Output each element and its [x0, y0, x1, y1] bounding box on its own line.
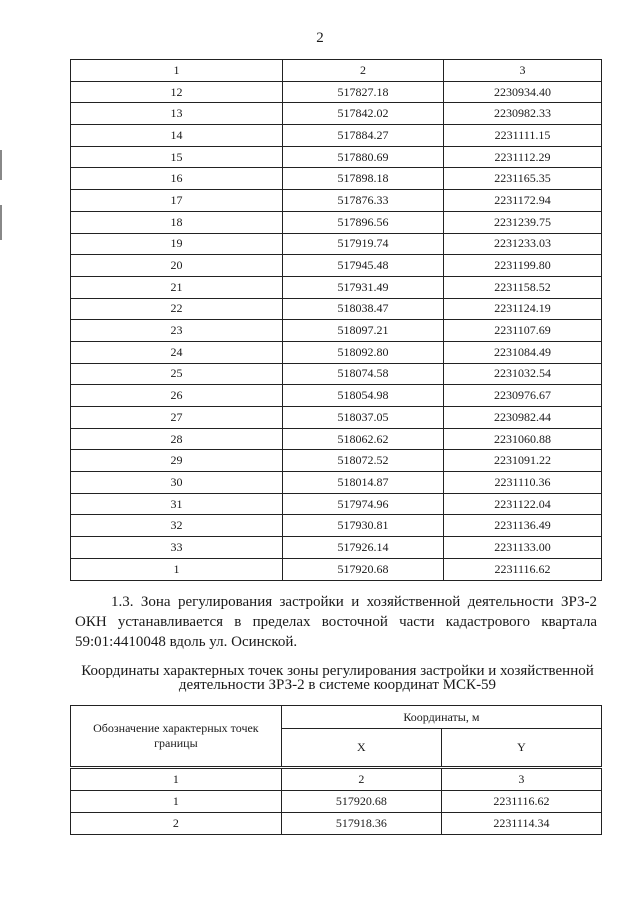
point-number-cell: 15	[71, 146, 283, 168]
section-paragraph	[75, 592, 597, 652]
column-number-cell: 1	[71, 60, 283, 82]
table-row	[71, 428, 602, 450]
point-number-cell: 26	[71, 385, 283, 407]
table-row	[71, 146, 602, 168]
point-number-cell: 2	[71, 813, 282, 835]
x-coordinate-cell: 517926.14	[283, 537, 444, 559]
x-coordinate-cell: 517876.33	[283, 190, 444, 212]
table-row	[71, 515, 602, 537]
point-number-cell: 19	[71, 233, 283, 255]
point-number-cell: 1	[71, 558, 283, 580]
point-number-cell: 20	[71, 255, 283, 277]
y-coordinate-cell: 2230934.40	[444, 81, 602, 103]
x-coordinate-cell: 517842.02	[283, 103, 444, 125]
x-coordinate-cell: 517896.56	[283, 211, 444, 233]
point-number-cell: 16	[71, 168, 283, 190]
y-coordinate-cell: 2231158.52	[444, 276, 602, 298]
x-coordinate-cell: 517827.18	[283, 81, 444, 103]
x-coordinate-cell: 518014.87	[283, 472, 444, 494]
column-number-cell: 3	[444, 60, 602, 82]
table-row	[71, 233, 602, 255]
point-number-cell: 21	[71, 276, 283, 298]
y-coordinate-cell: 2231122.04	[444, 493, 602, 515]
point-number-cell: 24	[71, 341, 283, 363]
x-coordinate-cell: 518054.98	[283, 385, 444, 407]
y-coordinate-cell: 2231199.80	[444, 255, 602, 277]
y-header: Y	[441, 729, 601, 768]
y-coordinate-cell: 2231114.34	[441, 813, 601, 835]
x-header: X	[281, 729, 441, 768]
point-number-cell: 27	[71, 407, 283, 429]
coordinates-table-zrz2	[70, 705, 602, 835]
x-coordinate-cell: 517931.49	[283, 276, 444, 298]
y-coordinate-cell: 2231133.00	[444, 537, 602, 559]
table-row	[71, 103, 602, 125]
point-number-cell: 33	[71, 537, 283, 559]
column-number-cell: 1	[71, 768, 282, 791]
table-caption	[70, 664, 605, 692]
y-coordinate-cell: 2231110.36	[444, 472, 602, 494]
point-label-header: Обозначение характерных точек границы	[71, 706, 282, 768]
table-row	[71, 320, 602, 342]
point-number-cell: 14	[71, 125, 283, 147]
y-coordinate-cell: 2231136.49	[444, 515, 602, 537]
table-row	[71, 211, 602, 233]
table-row	[71, 363, 602, 385]
x-coordinate-cell: 517920.68	[283, 558, 444, 580]
table-row	[71, 276, 602, 298]
coordinates-header: Координаты, м	[281, 706, 601, 729]
point-number-cell: 31	[71, 493, 283, 515]
table-row	[71, 558, 602, 580]
x-coordinate-cell: 518072.52	[283, 450, 444, 472]
point-number-cell: 32	[71, 515, 283, 537]
x-coordinate-cell: 517898.18	[283, 168, 444, 190]
point-number-cell: 28	[71, 428, 283, 450]
x-coordinate-cell: 517918.36	[281, 813, 441, 835]
point-number-cell: 23	[71, 320, 283, 342]
y-coordinate-cell: 2231116.62	[441, 791, 601, 813]
y-coordinate-cell: 2231060.88	[444, 428, 602, 450]
point-number-cell: 25	[71, 363, 283, 385]
y-coordinate-cell: 2231107.69	[444, 320, 602, 342]
table-row	[71, 768, 602, 791]
y-coordinate-cell: 2230976.67	[444, 385, 602, 407]
table-row	[71, 791, 602, 813]
y-coordinate-cell: 2231124.19	[444, 298, 602, 320]
x-coordinate-cell: 517945.48	[283, 255, 444, 277]
table-row	[71, 81, 602, 103]
y-coordinate-cell: 2230982.33	[444, 103, 602, 125]
table-row	[71, 298, 602, 320]
caption-line-1: Координаты характерных точек зоны регулирования застройки и хозяйственной	[81, 663, 594, 679]
y-coordinate-cell: 2231111.15	[444, 125, 602, 147]
caption-line-2: деятельности ЗРЗ-2 в системе координат МСК-59	[178, 677, 497, 693]
point-number-cell: 13	[71, 103, 283, 125]
table-row	[71, 341, 602, 363]
point-number-cell: 29	[71, 450, 283, 472]
point-number-cell: 17	[71, 190, 283, 212]
table-header-row	[71, 706, 602, 729]
table-row	[71, 60, 602, 82]
y-coordinate-cell: 2231233.03	[444, 233, 602, 255]
point-number-cell: 1	[71, 791, 282, 813]
table-row	[71, 472, 602, 494]
column-number-cell: 2	[283, 60, 444, 82]
coordinates-table-continued	[70, 59, 602, 581]
x-coordinate-cell: 517919.74	[283, 233, 444, 255]
table-row	[71, 190, 602, 212]
y-coordinate-cell: 2230982.44	[444, 407, 602, 429]
x-coordinate-cell: 518092.80	[283, 341, 444, 363]
y-coordinate-cell: 2231116.62	[444, 558, 602, 580]
y-coordinate-cell: 2231032.54	[444, 363, 602, 385]
table-row	[71, 385, 602, 407]
x-coordinate-cell: 518062.62	[283, 428, 444, 450]
table-row	[71, 255, 602, 277]
scan-edge-mark	[0, 205, 2, 240]
y-coordinate-cell: 2231091.22	[444, 450, 602, 472]
y-coordinate-cell: 2231165.35	[444, 168, 602, 190]
y-coordinate-cell: 2231239.75	[444, 211, 602, 233]
point-number-cell: 22	[71, 298, 283, 320]
x-coordinate-cell: 518038.47	[283, 298, 444, 320]
paragraph-text: 1.3. Зона регулирования застройки и хозяйственной деятельности ЗРЗ-2 ОКН устанавливается в пределах восточной части кадастрового квартала 59:01:4410048 вдоль ул. Осинской.	[75, 594, 597, 650]
x-coordinate-cell: 518037.05	[283, 407, 444, 429]
x-coordinate-cell: 517920.68	[281, 791, 441, 813]
scan-edge-mark	[0, 150, 2, 180]
table-row	[71, 537, 602, 559]
x-coordinate-cell: 517880.69	[283, 146, 444, 168]
x-coordinate-cell: 518074.58	[283, 363, 444, 385]
x-coordinate-cell: 517884.27	[283, 125, 444, 147]
point-number-cell: 12	[71, 81, 283, 103]
table-row	[71, 407, 602, 429]
table-row	[71, 493, 602, 515]
table-row	[71, 125, 602, 147]
table-row	[71, 168, 602, 190]
y-coordinate-cell: 2231172.94	[444, 190, 602, 212]
page-number: 2	[316, 30, 324, 46]
x-coordinate-cell: 517930.81	[283, 515, 444, 537]
x-coordinate-cell: 518097.21	[283, 320, 444, 342]
y-coordinate-cell: 2231112.29	[444, 146, 602, 168]
column-number-cell: 3	[441, 768, 601, 791]
y-coordinate-cell: 2231084.49	[444, 341, 602, 363]
table-row	[71, 450, 602, 472]
x-coordinate-cell: 517974.96	[283, 493, 444, 515]
point-number-cell: 30	[71, 472, 283, 494]
column-number-cell: 2	[281, 768, 441, 791]
table-row	[71, 813, 602, 835]
point-number-cell: 18	[71, 211, 283, 233]
